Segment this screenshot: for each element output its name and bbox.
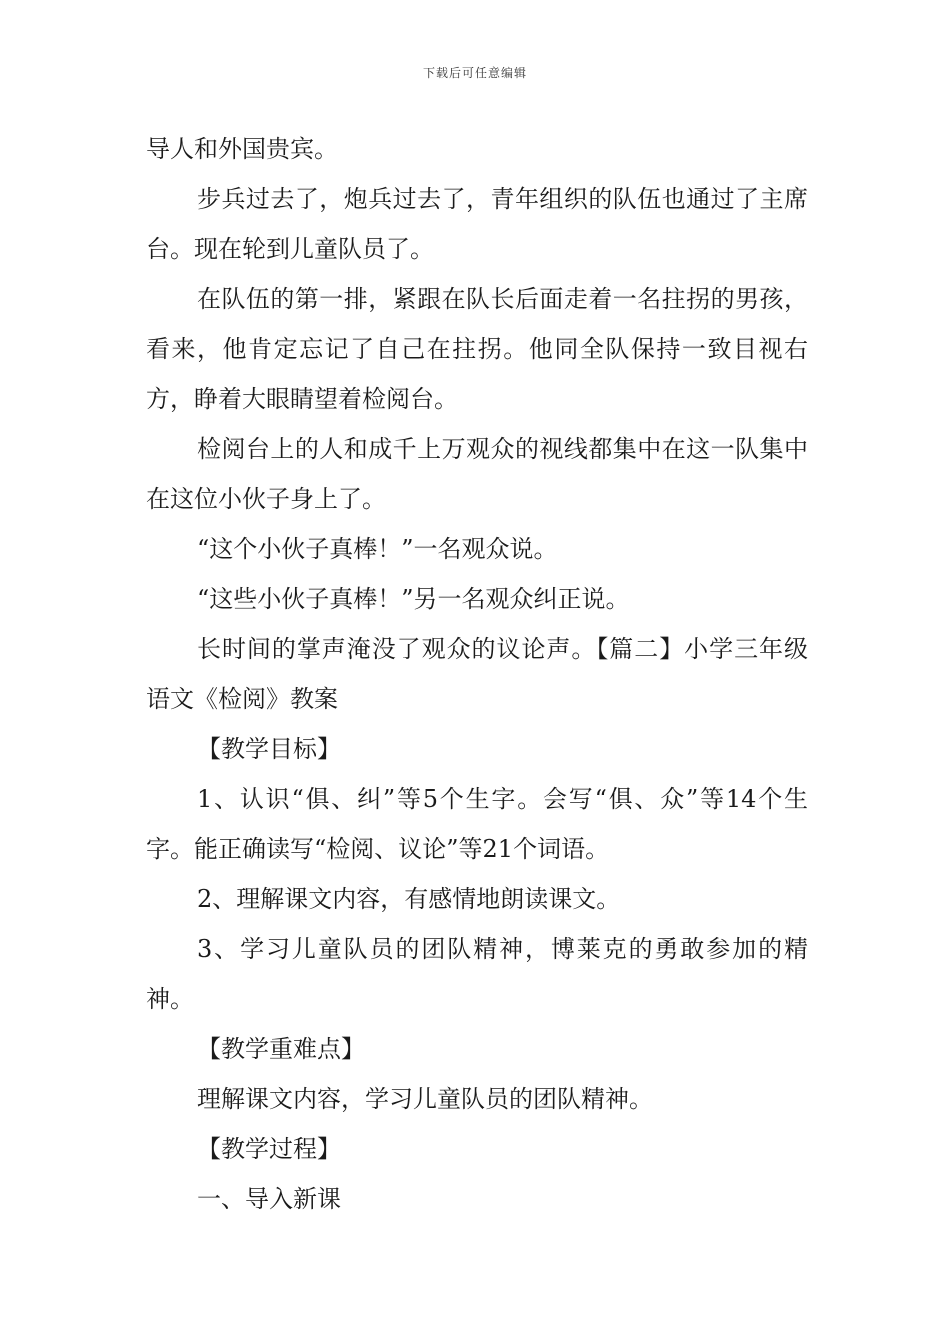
paragraph: 一、导入新课: [197, 1185, 341, 1213]
paragraph: 导人和外国贵宾。: [146, 135, 338, 163]
section-heading: 【教学重难点】: [197, 1035, 365, 1063]
paragraph: 1、认识“俱、纠”等5个生字。会写“俱、众”等14个生字。能正确读写“检阅、议论”等21个词语。: [146, 785, 808, 863]
paragraph: 3、学习儿童队员的团队精神，博莱克的勇敢参加的精神。: [146, 935, 808, 1013]
paragraph: “这个小伙子真棒！”一名观众说。: [197, 535, 558, 563]
paragraph: 理解课文内容，学习儿童队员的团队精神。: [197, 1085, 653, 1113]
document-body: [146, 124, 808, 1224]
paragraph: 步兵过去了，炮兵过去了，青年组织的队伍也通过了主席台。现在轮到儿童队员了。: [146, 185, 808, 263]
paragraph: 2、理解课文内容，有感情地朗读课文。: [197, 885, 621, 913]
section-heading: 【教学过程】: [197, 1135, 341, 1163]
paragraph: 检阅台上的人和成千上万观众的视线都集中在这一队集中在这位小伙子身上了。: [146, 435, 808, 513]
section-heading: 【教学目标】: [197, 735, 341, 763]
paragraph: 长时间的掌声淹没了观众的议论声。【篇二】小学三年级语文《检阅》教案: [146, 635, 808, 713]
paragraph: “这些小伙子真棒！”另一名观众纠正说。: [197, 585, 630, 613]
page-header-note: 下载后可任意编辑: [422, 66, 527, 80]
paragraph: 在队伍的第一排，紧跟在队长后面走着一名拄拐的男孩，看来，他肯定忘记了自己在拄拐。他同全队保持一致目视右方，睁着大眼睛望着检阅台。: [146, 285, 808, 413]
